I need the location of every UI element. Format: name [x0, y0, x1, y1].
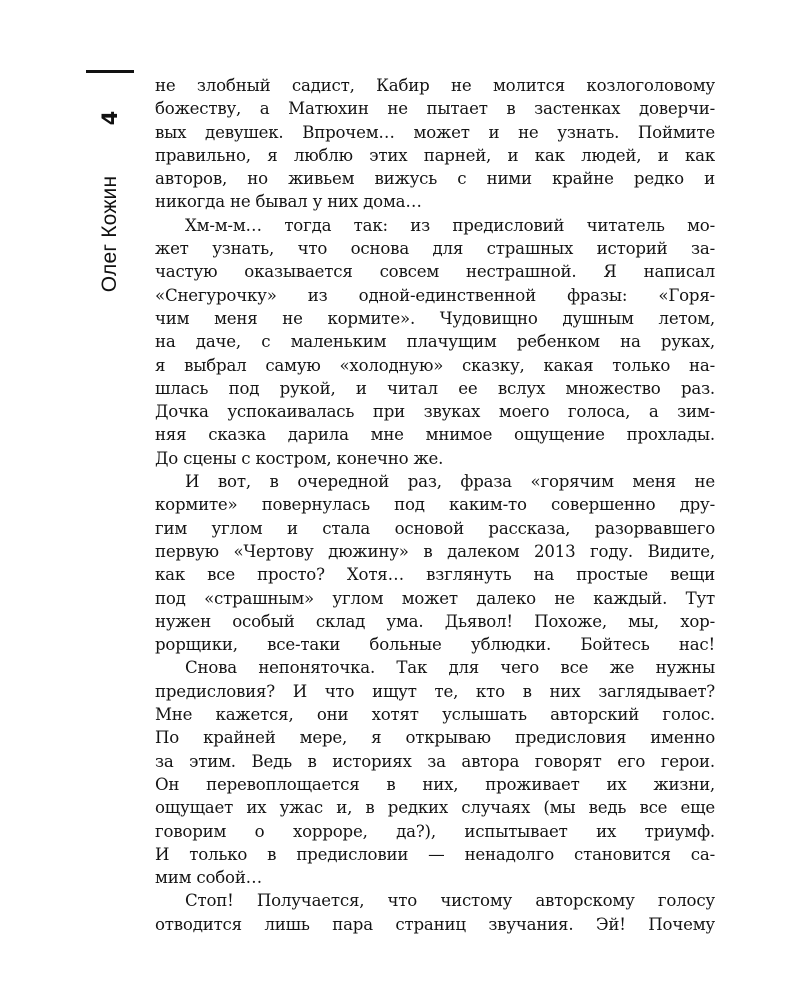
text-line: Хм-м-м… тогда так: из предисловий читатель мо-: [185, 215, 715, 235]
page-number: 4: [98, 110, 122, 126]
text-line: не злобный садист, Кабир не молится козлоголовому: [155, 76, 715, 95]
text-line: мим собой…: [155, 868, 263, 888]
text-line: До сцены с костром, конечно же.: [155, 448, 444, 468]
text-line: первую «Чертову дюжину» в далеком 2013 году. Видите,: [155, 541, 715, 561]
text-line: гим углом и стала основой рассказа, разорвавшего: [155, 518, 715, 538]
text-line: ощущает их ужас и, в редких случаях (мы ведь все еще: [155, 798, 715, 818]
body-text: [155, 74, 715, 936]
text-line: говорим о хорроре, да?), испытывает их триумф.: [155, 821, 715, 841]
text-line: вых девушек. Впрочем… может и не узнать. Поймите: [155, 122, 715, 142]
text-line: кормите» повернулась под каким-то совершенно дру-: [155, 495, 715, 515]
text-line: И вот, в очередной раз, фраза «горячим меня не: [185, 472, 715, 492]
text-line: божеству, а Матюхин не пытает в застенках доверчи-: [155, 99, 715, 119]
text-line: частую оказывается совсем нестрашной. Я написал: [155, 262, 715, 282]
text-line: жет узнать, что основа для страшных историй за-: [155, 239, 715, 259]
text-line: Стоп! Получается, что чистому авторскому голосу: [185, 891, 715, 911]
text-line: чим меня не кормите». Чудовищно душным летом,: [155, 308, 715, 328]
text-line: авторов, но живьем вижусь с ними крайне редко и: [155, 169, 715, 189]
running-head-author: Олег Кожин: [98, 175, 121, 293]
text-line: на даче, с маленьким плачущим ребенком на руках,: [155, 332, 715, 352]
text-line: няя сказка дарила мне мнимое ощущение прохлады.: [155, 425, 715, 445]
text-line: Снова непоняточка. Так для чего все же нужны: [185, 658, 715, 678]
text-line: Дочка успокаивалась при звуках моего голоса, а зим-: [155, 402, 715, 422]
text-line: как все просто? Хотя… взглянуть на простые вещи: [155, 565, 715, 585]
text-line: шлась под рукой, и читал ее вслух множество раз.: [155, 378, 715, 398]
text-line: рорщики, все-таки больные ублюдки. Бойтесь нас!: [155, 635, 715, 655]
text-line: никогда не бывал у них дома…: [155, 192, 422, 212]
text-line: я выбрал самую «холодную» сказку, какая только на-: [155, 355, 715, 375]
text-line: отводится лишь пара страниц звучания. Эй! Почему: [155, 914, 715, 934]
text-line: По крайней мере, я открываю предисловия именно: [155, 728, 715, 748]
header-rule: [86, 70, 134, 73]
text-line: И только в предисловии — ненадолго становится са-: [155, 844, 715, 864]
text-line: нужен особый склад ума. Дьявол! Похоже, мы, хор-: [155, 611, 715, 631]
text-line: за этим. Ведь в историях за автора говорят его герои.: [155, 751, 715, 771]
text-line: под «страшным» углом может далеко не каждый. Тут: [155, 588, 715, 608]
text-line: предисловия? И что ищут те, кто в них заглядывает?: [155, 681, 715, 701]
text-line: «Снегурочку» из одной-единственной фразы: «Горя-: [155, 285, 715, 305]
text-line: Мне кажется, они хотят услышать авторский голос.: [155, 705, 715, 725]
text-line: Он перевоплощается в них, проживает их жизни,: [155, 774, 715, 794]
text-line: правильно, я люблю этих парней, и как людей, и как: [155, 145, 715, 165]
